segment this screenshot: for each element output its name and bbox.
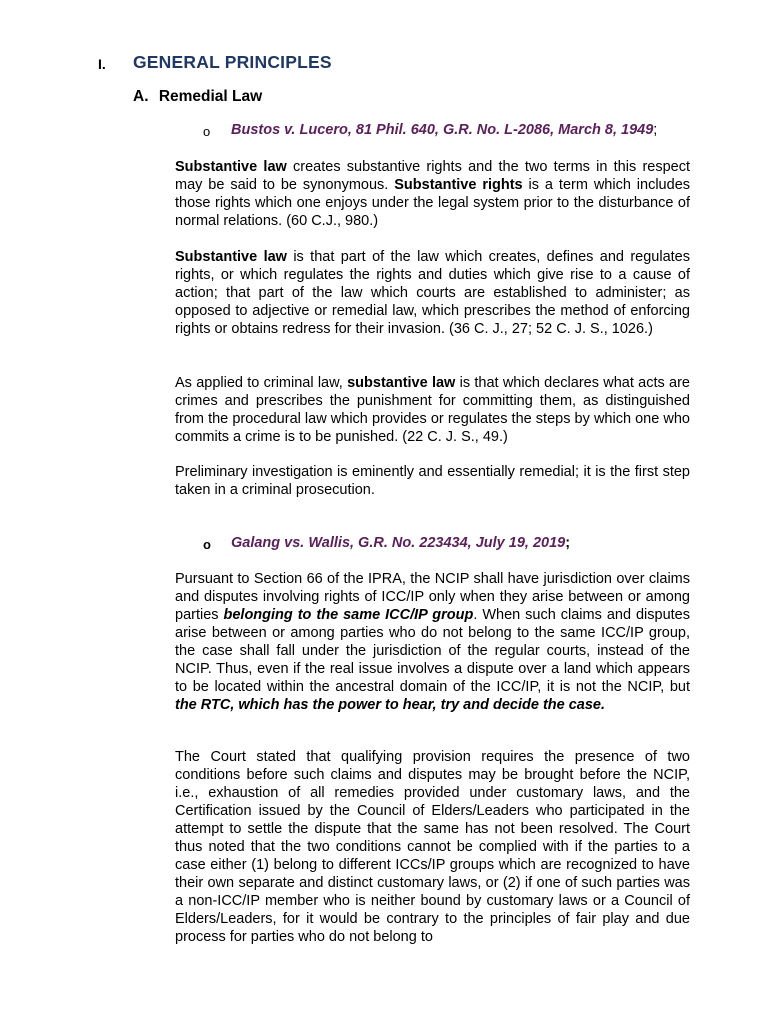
- paragraph-text: is a term which includes those rights which one enjoys under the legal system prior to the disturbance of normal relations. (60 C.J., 980.): [175, 177, 691, 229]
- paragraph: [175, 748, 690, 946]
- paragraph-text: Preliminary investigation is eminently and essentially remedial; it is the first step taken in a criminal prosecution.: [175, 464, 690, 498]
- section-title: GENERAL PRINCIPLES: [133, 52, 332, 72]
- emphasis-text: the RTC, which has the power to hear, try and decide the case.: [175, 697, 606, 713]
- bold-term: Substantive rights: [394, 177, 523, 193]
- subsection-letter: A.: [133, 88, 149, 105]
- paragraph-text: The Court stated that qualifying provision requires the presence of two conditions before such claims and disputes may be brought before the NCIP, i.e., exhaustion of all remedies provided under customary laws, and the Certification issued by the Council of Elders/Leaders who participated in the attempt to settle the dispute that the same has not been resolved. The Court thus noted that the two conditions cannot be complied with if the parties to a case either (1) belong to different ICCs/IP groups which are recognized to have their own separate and distinct customary laws, or (2) if one of such parties was a non-ICC/IP member who is neither bound by customary laws or a Council of Elders/Leaders, for it would be contrary to the principles of fair play and due process for parties who do not belong to: [175, 749, 690, 945]
- paragraph-text: is that which declares what acts are crimes and prescribes the punishment for committing them, as distinguished from the procedural law which provides or regulates the steps by which one who commits a crime is to be punished. (22 C. J. S., 49.): [175, 375, 690, 445]
- case-citation-text: Bustos v. Lucero, 81 Phil. 640, G.R. No. L-2086, March 8, 1949: [231, 122, 654, 138]
- section-heading: [0, 50, 768, 74]
- paragraph: [175, 570, 690, 714]
- section-number: I.: [98, 56, 106, 72]
- paragraph-text: . When such claims and disputes arise between or among parties who do not belong to the same ICC/IP group, the case shall fall under the jurisdiction of the regular courts, instead of the NCIP. Thus, even if the real issue involves a dispute over a land which appears to be located within the ancestral domain of the ICC/IP, it is not the NCIP, but: [175, 607, 690, 695]
- paragraph-text: Pursuant to Section 66 of the IPRA, the NCIP shall have jurisdiction over claims and disputes involving rights of ICC/IP only when they arise between or among parties: [175, 571, 690, 623]
- case-citation-terminator: ;: [565, 535, 571, 551]
- subsection-heading: [133, 88, 262, 106]
- paragraph: [175, 463, 690, 499]
- bold-term: Substantive law: [175, 159, 287, 175]
- paragraph: [175, 158, 690, 230]
- subsection-title: Remedial Law: [158, 88, 263, 105]
- bold-term: substantive law: [347, 375, 456, 391]
- case-citation-terminator: ;: [653, 122, 658, 138]
- bullet-icon: o: [203, 124, 211, 139]
- paragraph-text: is that part of the law which creates, defines and regulates rights, or which regulates the rights and duties which give rise to a cause of action; that part of the law which courts are established to administer; as opposed to adjective or remedial law, which prescribes the method of enforcing rights or obtains redress for their invasion. (36 C. J., 27; 52 C. J. S., 1026.): [175, 249, 690, 337]
- paragraph-text: As applied to criminal law,: [175, 375, 348, 391]
- paragraph: [175, 248, 690, 338]
- paragraph: [175, 374, 690, 446]
- case-citation-text: Galang vs. Wallis, G.R. No. 223434, July 19, 2019: [231, 535, 566, 551]
- bold-term: Substantive law: [175, 249, 287, 265]
- emphasis-text: belonging to the same ICC/IP group: [223, 607, 474, 623]
- paragraph-text: creates substantive rights and the two terms in this respect may be said to be synonymous.: [175, 159, 690, 193]
- bullet-icon: o: [203, 537, 211, 552]
